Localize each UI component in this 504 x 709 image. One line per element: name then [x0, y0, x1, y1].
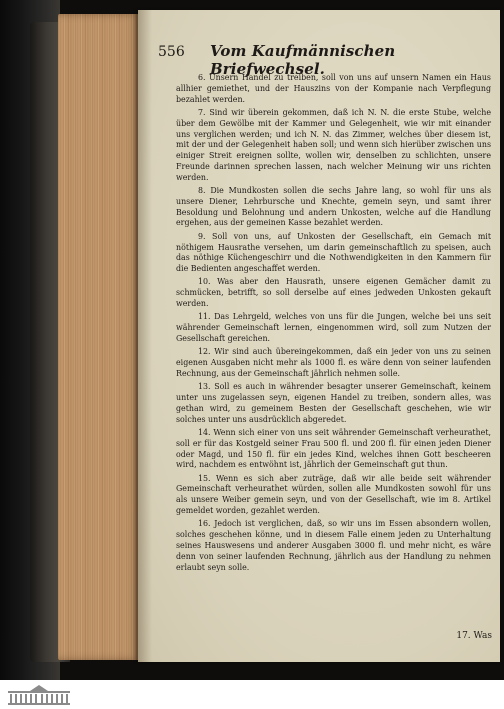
running-title: Vom Kaufmännischen Briefwechsel.: [210, 42, 396, 78]
page-body: [176, 73, 491, 576]
page-block-edge: [58, 14, 140, 660]
paragraph: 12. Wir sind auch übereingekommen, daß ein jeder von uns zu seinen eigenen Ausgaben nicht mehr als 1000 fl. es wäre denn von seiner laufenden Rechnung, aus der Gemeinschaft jährlich nehmen solle.: [176, 347, 491, 378]
paragraph: 9. Soll von uns, auf Unkosten der Gesellschaft, ein Gemach mit nöthigem Hausrathe versehen, um darin gemeinschaftlich zu speisen, auch das nöthige Küchengeschirr und die Nothwendigkeiten in den Kammern für die Bedienten angeschaffet werden.: [176, 231, 491, 274]
book-page: [138, 10, 500, 662]
page-gutter-shadow: [138, 10, 152, 662]
catchword: 17. Was: [456, 631, 492, 641]
paragraph: 10. Was aber den Hausrath, unsere eigenen Gemächer damit zu schmücken, betrifft, so soll derselbe auf eines jedweden Unkosten gekauft werden.: [176, 277, 491, 308]
page-number: 556: [158, 44, 185, 60]
paragraph: 14. Wenn sich einer von uns seit währender Gemeinschaft verheurathet, soll er für das Kostgeld seiner Frau 500 fl. und 200 fl. für einen jeden Diener oder Magd, und 150 fl. für ein jedes Kind, welches ihnen Gott bescheeren wird, nachdem es entwöhnt ist, jährlich der Gemeinschaft gut thun.: [176, 427, 491, 470]
paragraph: 8. Die Mundkosten sollen die sechs Jahre lang, so wohl für uns als unsere Diener, Lehrbursche und Knechte, gemein seyn, und samt ihrer Besoldung und Belohnung und andern Unkosten, welche auf die Handlung ergehen, aus der gemeinen Kasse bezahlet werden.: [176, 186, 491, 228]
paragraph: 15. Wenn es sich aber zuträge, daß wir alle beide seit währender Gemeinschaft verheurathet würden, sollen alle Mundkosten sowohl für uns als unsere Weiber gemein seyn, und von der Gesellschaft, wie im 8. Artikel gemeldet worden, gezahlet werden.: [176, 473, 491, 516]
page-header: [158, 42, 488, 78]
viewer-footer: [0, 680, 504, 709]
paragraph: 7. Sind wir überein gekommen, daß ich N. N. die erste Stube, welche über dem Gewölbe mit der Kammer und Gelegenheit, wie wir mit einander uns verglichen werden; und ich N. N. das Zimmer, welches über diesem ist, mit der und der Gelegenheit haben soll; und wenn sich hierüber zwischen uns einiger Streit ereignen sollte, wollen wir, denselben zu schlichten, unsere Freunde darinnen sprechen lassen, nach welcher Meinung wir uns richten werden.: [176, 107, 491, 182]
paragraph: 13. Soll es auch in währender besagter unserer Gemeinschaft, keinem unter uns zugelassen seyn, eigenen Handel zu treiben, sondern alles, was gethan wird, zu gemeinem Besten der Gesellschaft geschehen, wie wir solches unter uns ausdrücklich abgeredet.: [176, 382, 491, 424]
paragraph: 16. Jedoch ist verglichen, daß, so wir uns im Essen absondern wollen, solches geschehen könne, und in diesem Falle einem jeden zu Unterhaltung seines Hauswesens und anderer Ausgaben 3000 fl. und mehr nicht, es wäre denn von seiner laufenden Rechnung, jährlich aus der Handlung zu nehmen erlaubt seyn solle.: [176, 519, 491, 572]
paragraph: 6. Unsern Handel zu treiben, soll von uns auf unsern Namen ein Haus allhier gemiethet, und der Hauszins von der Kompanie nach Verpflegung bezahlet werden.: [176, 73, 491, 104]
library-building-icon: [6, 683, 72, 707]
paragraph: 11. Das Lehrgeld, welches von uns für die Jungen, welche bei uns seit währender Gemeinschaft lernen, eingenommen wird, soll zum Nutzen der Gesellschaft gereichen.: [176, 312, 491, 343]
